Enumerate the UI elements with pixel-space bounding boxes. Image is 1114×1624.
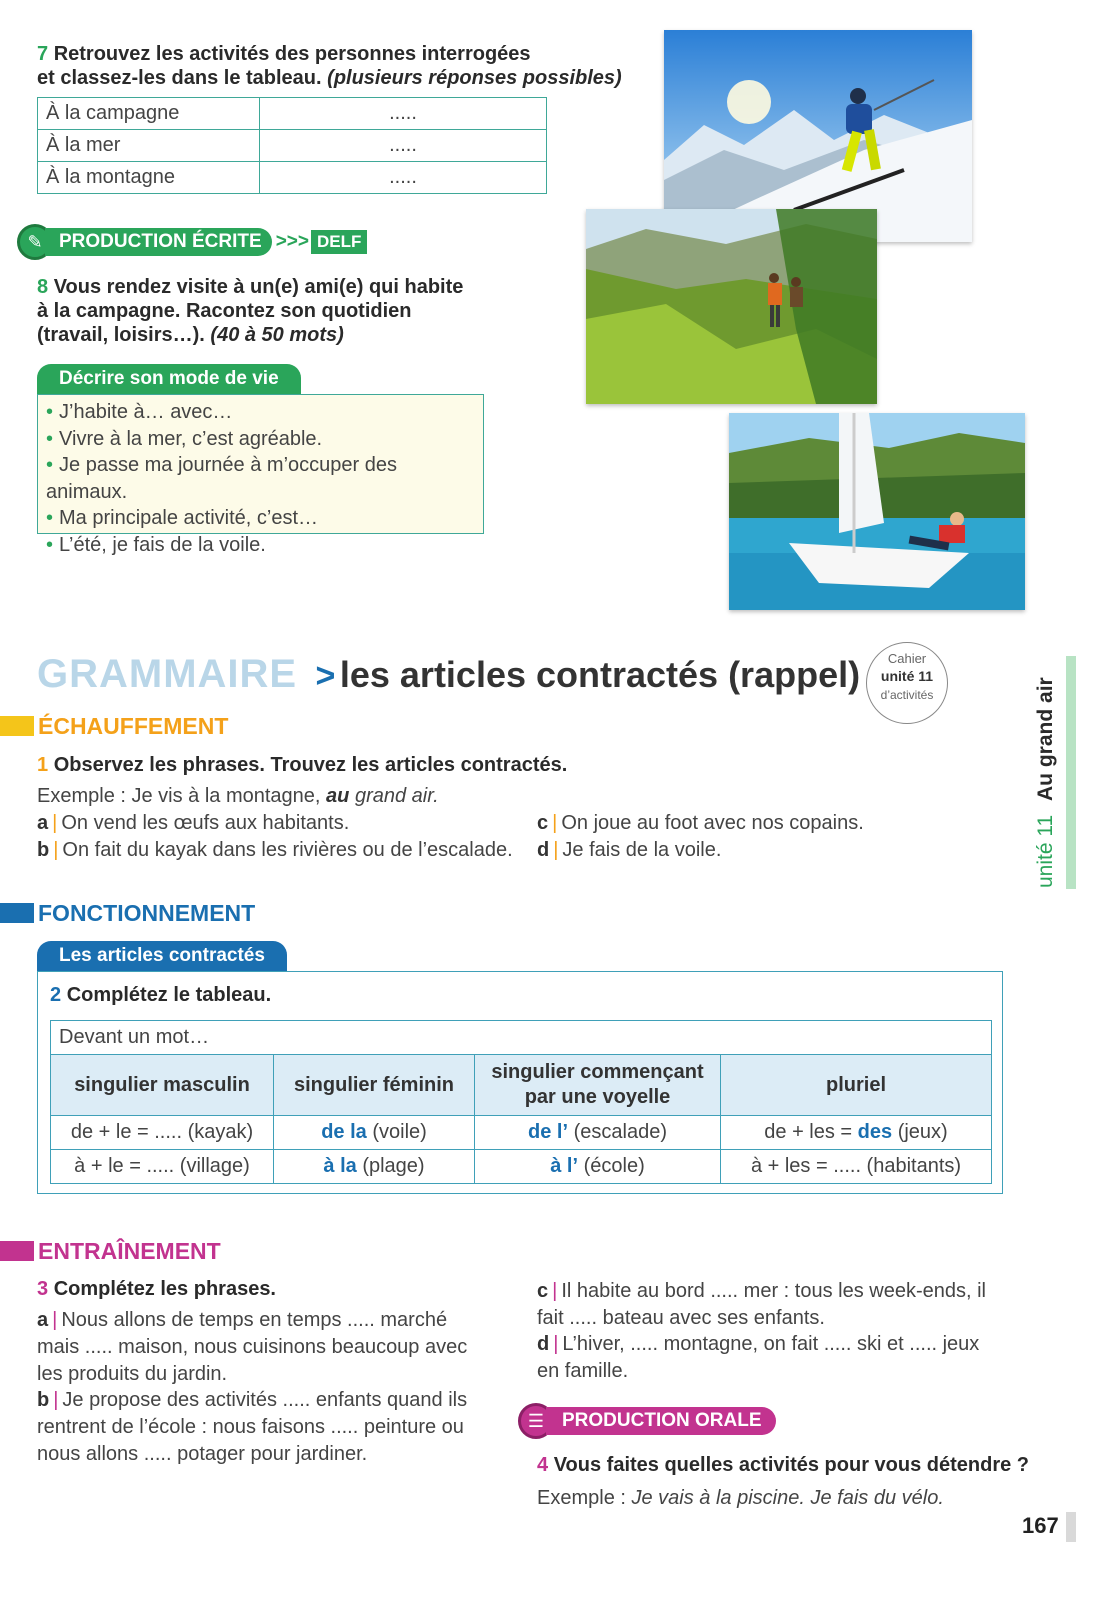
table-row: [51, 1021, 992, 1055]
table-caption: Devant un mot…: [51, 1021, 992, 1055]
side-tab: [1066, 656, 1076, 889]
instruction-line: Vous rendez visite à un(e) ami(e) qui habite: [53, 276, 464, 298]
side-topic: Au grand air: [1034, 677, 1057, 801]
box-body: [37, 394, 484, 556]
production-ecrite-badge: [17, 224, 367, 260]
echauffement-heading: ÉCHAUFFEMENT: [0, 713, 228, 740]
instruction-line: Retrouvez les activités des personnes interrogées: [53, 43, 531, 65]
page-title: les articles contractés (rappel): [339, 654, 861, 695]
entrainement-heading: ENTRAÎNEMENT: [0, 1238, 221, 1265]
exercise-7-table: [37, 97, 547, 194]
table-cell: de la (voile): [274, 1116, 475, 1150]
badge-label: PRODUCTION ORALE: [546, 1407, 776, 1435]
delf-tag: DELF: [311, 230, 367, 254]
row-label: À la montagne: [38, 162, 260, 194]
instruction-note: (40 à 50 mots): [210, 324, 344, 346]
production-orale-badge: [518, 1403, 776, 1439]
table-cell: à la (plage): [274, 1150, 475, 1184]
exercise-8-instruction: [37, 275, 463, 347]
page-tab: [1066, 1512, 1076, 1542]
answer-cell[interactable]: .....: [260, 130, 547, 162]
exercise-number: 4: [537, 1454, 549, 1476]
answer-cell[interactable]: .....: [260, 98, 547, 130]
arrow: >: [315, 657, 336, 695]
table-row: [51, 1150, 992, 1184]
column-header: singulier masculin: [51, 1055, 274, 1116]
table-cell: à + le = ..... (village): [51, 1150, 274, 1184]
table-cell: à l’ (école): [475, 1150, 721, 1184]
table-cell: de + les = des (jeux): [721, 1116, 992, 1150]
table-row: [38, 98, 547, 130]
exercise-1-item-b: b | On fait du kayak dans les rivières ou de l’escalade.: [37, 839, 513, 861]
list-item: • Je passe ma journée à m’occuper des animaux.: [46, 454, 397, 503]
exercise-1-example: Exemple : Je vis à la montagne, au grand air.: [37, 785, 439, 807]
exercise-1-item-a: a | On vend les œufs aux habitants.: [37, 812, 350, 834]
exercise-1-instruction: [37, 753, 567, 777]
side-label: [1034, 677, 1058, 888]
stamp-top: Cahier: [887, 651, 927, 666]
instruction-line: Complétez les phrases.: [53, 1278, 276, 1300]
box-body: [37, 971, 1003, 1194]
instruction-line: Observez les phrases. Trouvez les articles contractés.: [53, 754, 568, 776]
instruction-line: Complétez le tableau.: [66, 984, 272, 1006]
instruction-line: (travail, loisirs…).: [37, 324, 205, 346]
stamp-bottom: d’activités: [880, 688, 934, 702]
section-label: GRAMMAIRE: [37, 652, 298, 696]
table-cell: de + le = ..... (kayak): [51, 1116, 274, 1150]
table-cell: de l’ (escalade): [475, 1116, 721, 1150]
exercise-3-item-c: c | Il habite au bord ..... mer : tous les week-ends, il fait ..... bateau avec ses enfants.: [537, 1280, 986, 1329]
instruction-line: Vous faites quelles activités pour vous détendre ?: [553, 1454, 1029, 1476]
column-header: singulier féminin: [274, 1055, 475, 1116]
exercise-3-item-d: d | L’hiver, ..... montagne, on fait ..... ski et ..... jeux en famille.: [537, 1333, 980, 1382]
mode-de-vie-box: [37, 364, 484, 556]
exercise-7-instruction: [37, 42, 622, 90]
badge-label: PRODUCTION ÉCRITE: [45, 228, 272, 256]
page-number: 167: [1022, 1513, 1059, 1538]
speech-bubble-icon: ☰: [518, 1403, 554, 1439]
table-cell: à + les = ..... (habitants): [721, 1150, 992, 1184]
exercise-2-instruction: [50, 983, 271, 1007]
fonctionnement-heading: FONCTIONNEMENT: [0, 900, 255, 927]
box-title: Décrire son mode de vie: [37, 364, 301, 394]
exercise-4-example: Exemple : Je vais à la piscine. Je fais du vélo.: [537, 1487, 944, 1509]
exercise-3-instruction: [37, 1277, 276, 1301]
arrows: >>>: [275, 231, 309, 252]
column-header: pluriel: [721, 1055, 992, 1116]
instruction-line: et classez-les dans le tableau.: [37, 67, 322, 89]
exercise-number: 3: [37, 1278, 49, 1300]
articles-table: [50, 1020, 992, 1184]
column-header: singulier commençant par une voyelle: [475, 1055, 721, 1116]
exercise-number: 8: [37, 276, 49, 298]
answer-cell[interactable]: .....: [260, 162, 547, 194]
exercise-4-instruction: [537, 1453, 1029, 1477]
grammar-title: [37, 652, 860, 697]
articles-box: [37, 941, 1003, 1194]
table-row: [38, 162, 547, 194]
row-label: À la campagne: [38, 98, 260, 130]
instruction-line: à la campagne. Racontez son quotidien: [37, 300, 412, 322]
instruction-note: (plusieurs réponses possibles): [327, 67, 622, 89]
row-label: À la mer: [38, 130, 260, 162]
exercise-number: 2: [50, 984, 62, 1006]
exercise-1-item-c: c | On joue au foot avec nos copains.: [537, 812, 864, 834]
list-item: • J’habite à… avec…: [46, 401, 233, 423]
table-row: [51, 1116, 992, 1150]
box-title: Les articles contractés: [37, 941, 287, 971]
table-header-row: [51, 1055, 992, 1116]
exercise-1-item-d: d | Je fais de la voile.: [537, 839, 722, 861]
exercise-3-item-b: b | Je propose des activités ..... enfants quand ils rentrent de l’école : nous faisons ..... peinture ou nous allons ..... potager pour jardiner.: [37, 1389, 468, 1465]
side-unit: unité 11: [1034, 814, 1057, 888]
list-item: • Ma principale activité, c’est…: [46, 507, 318, 529]
sailing-photo: [729, 413, 1025, 610]
stamp-unit: unité 11: [880, 668, 934, 684]
hikers-photo: [586, 209, 877, 404]
list-item: • Vivre à la mer, c’est agréable.: [46, 427, 323, 450]
exercise-number: 7: [37, 43, 49, 65]
pencil-note-icon: ✎: [17, 224, 53, 260]
list-item: • L’été, je fais de la voile.: [46, 533, 266, 556]
exercise-3-item-a: a | Nous allons de temps en temps ..... marché mais ..... maison, nous cuisinons beaucoup avec les produits du jardin.: [37, 1309, 468, 1385]
exercise-number: 1: [37, 754, 49, 776]
cahier-stamp: [866, 642, 948, 724]
table-row: [38, 130, 547, 162]
